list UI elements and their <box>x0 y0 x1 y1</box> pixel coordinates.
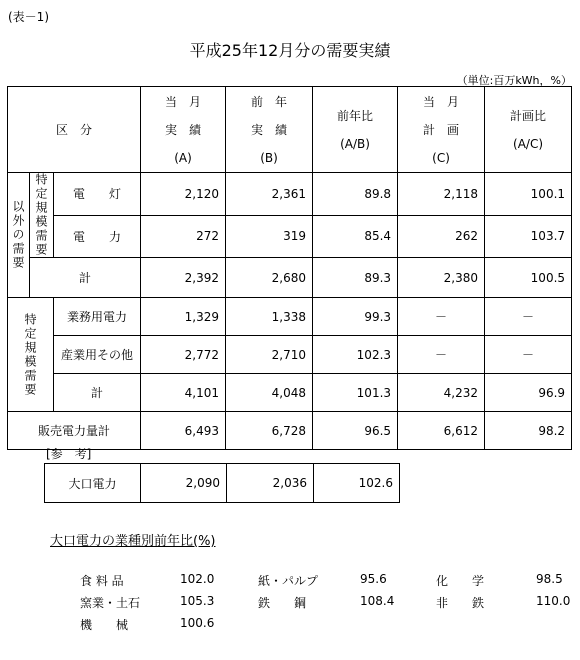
cell-ab: 96.5 <box>313 412 398 450</box>
cell-a: 4,101 <box>141 374 226 412</box>
cell-ac: － <box>485 336 572 374</box>
industry-value: 98.5 <box>536 572 563 586</box>
reference-row-label: 大口電力 <box>45 464 141 503</box>
industry-value: 108.4 <box>360 594 395 608</box>
cell-b: 2,710 <box>226 336 313 374</box>
header-col-c-line1: 当 月 <box>423 94 460 109</box>
cell-b: 4,048 <box>226 374 313 412</box>
table-row <box>8 298 572 336</box>
industry-value: 100.6 <box>180 616 215 630</box>
group1-outer-label <box>8 173 30 298</box>
header-col-c <box>398 87 485 173</box>
table-number-label: (表－1) <box>8 10 49 24</box>
cell-a: 2,090 <box>141 464 227 503</box>
cell-ab: 99.3 <box>313 298 398 336</box>
header-col-a <box>141 87 226 173</box>
header-col-ratio1-line2: (A/B) <box>340 136 370 151</box>
table-row-total <box>8 412 572 450</box>
header-row <box>8 87 572 173</box>
reference-label: [参 考] <box>46 447 92 461</box>
cell-ab: 89.3 <box>313 258 398 298</box>
cell-c: 4,232 <box>398 374 485 412</box>
header-col-b-line1: 前 年 <box>251 94 288 109</box>
header-col-ratio1 <box>313 87 398 173</box>
cell-b: 2,036 <box>227 464 314 503</box>
header-col-a-line3: (A) <box>174 150 192 165</box>
unit-note: （単位:百万kWh，%） <box>456 74 572 87</box>
industry-value: 105.3 <box>180 594 215 608</box>
cell-ac: 100.1 <box>485 173 572 216</box>
row-label: 産業用その他 <box>54 336 141 374</box>
cell-c: 2,118 <box>398 173 485 216</box>
reference-table <box>44 463 400 503</box>
cell-c: － <box>398 336 485 374</box>
cell-c: － <box>398 298 485 336</box>
table-row <box>8 336 572 374</box>
group1-inner-label <box>30 173 54 258</box>
industry-label: 非 鉄 <box>436 596 485 610</box>
cell-a: 272 <box>141 215 226 258</box>
table-row <box>8 173 572 216</box>
row-label: 業務用電力 <box>54 298 141 336</box>
industry-label: 紙・パルプ <box>258 574 319 588</box>
cell-b: 2,361 <box>226 173 313 216</box>
cell-ac: 103.7 <box>485 215 572 258</box>
cell-a: 2,772 <box>141 336 226 374</box>
row-label: 計 <box>30 258 141 298</box>
header-col-a-line2: 実 績 <box>165 122 202 137</box>
header-col-b <box>226 87 313 173</box>
industry-value: 110.0 <box>536 594 571 608</box>
industry-value: 95.6 <box>360 572 387 586</box>
cell-ac: 100.5 <box>485 258 572 298</box>
row-label: 電 灯 <box>54 173 141 216</box>
page-title: 平成25年12月分の需要実績 <box>189 41 391 60</box>
cell-b: 6,728 <box>226 412 313 450</box>
table-row-subtotal <box>8 258 572 298</box>
group1-inner-text: 特定規模需要 <box>34 173 48 257</box>
industry-section-title: 大口電力の業種別前年比(%) <box>50 534 216 549</box>
row-label: 電 力 <box>54 215 141 258</box>
cell-ab: 89.8 <box>313 173 398 216</box>
cell-b: 1,338 <box>226 298 313 336</box>
cell-a: 2,120 <box>141 173 226 216</box>
group2-label <box>8 298 54 412</box>
table-row-subtotal <box>8 374 572 412</box>
cell-ab: 102.6 <box>314 464 400 503</box>
cell-ac: 98.2 <box>485 412 572 450</box>
row-label: 計 <box>54 374 141 412</box>
header-col-a-line1: 当 月 <box>165 94 202 109</box>
industry-label: 食 料 品 <box>80 574 124 588</box>
industry-value: 102.0 <box>180 572 215 586</box>
industry-label: 化 学 <box>436 574 485 588</box>
cell-b: 319 <box>226 215 313 258</box>
header-kubun: 区 分 <box>8 87 141 173</box>
cell-ab: 101.3 <box>313 374 398 412</box>
demand-results-table <box>7 86 572 450</box>
cell-a: 1,329 <box>141 298 226 336</box>
header-col-b-line2: 実 績 <box>251 122 288 137</box>
header-col-ratio2 <box>485 87 572 173</box>
cell-b: 2,680 <box>226 258 313 298</box>
group1-outer-text: 以外の需要 <box>11 200 25 270</box>
industry-label: 窯業・土石 <box>80 596 141 610</box>
header-col-ratio1-line1: 前年比 <box>337 108 374 123</box>
cell-ab: 85.4 <box>313 215 398 258</box>
header-col-c-line3: (C) <box>432 150 450 165</box>
industry-label: 鉄 鋼 <box>258 596 307 610</box>
cell-c: 262 <box>398 215 485 258</box>
table-row <box>45 464 400 503</box>
header-col-ratio2-line1: 計画比 <box>510 108 547 123</box>
header-col-b-line3: (B) <box>260 150 278 165</box>
cell-a: 6,493 <box>141 412 226 450</box>
table-row <box>8 215 572 258</box>
cell-c: 6,612 <box>398 412 485 450</box>
header-col-ratio2-line2: (A/C) <box>513 136 544 151</box>
group2-text: 特定規模需要 <box>23 312 37 397</box>
cell-ac: 96.9 <box>485 374 572 412</box>
cell-a: 2,392 <box>141 258 226 298</box>
cell-ab: 102.3 <box>313 336 398 374</box>
industry-label: 機 械 <box>80 618 129 632</box>
cell-c: 2,380 <box>398 258 485 298</box>
total-label: 販売電力量計 <box>8 412 141 450</box>
cell-ac: － <box>485 298 572 336</box>
header-col-c-line2: 計 画 <box>423 122 460 137</box>
